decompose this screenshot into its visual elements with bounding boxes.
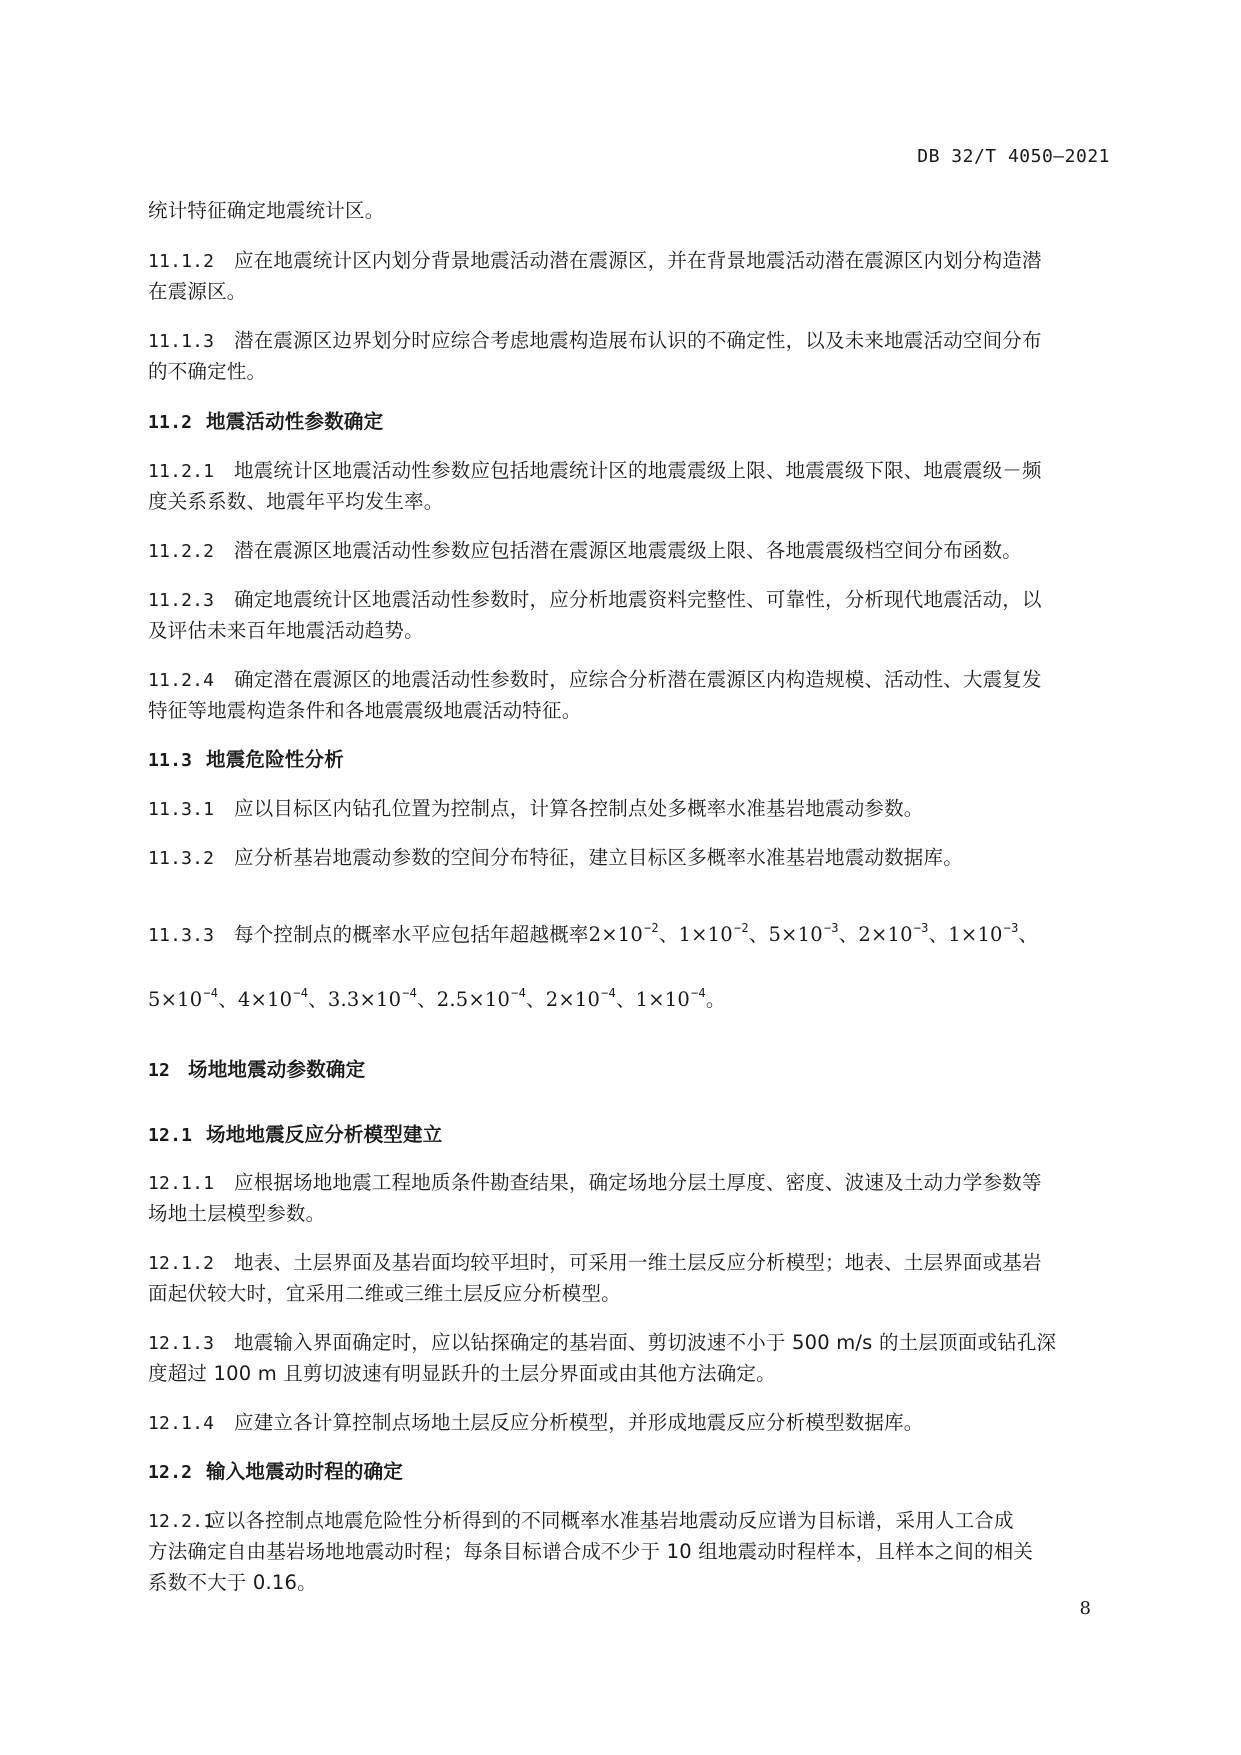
clause-11-3-2 — [148, 843, 1116, 874]
clause-number: 12.1.1 — [148, 1173, 215, 1194]
clause-11-2-3 — [148, 585, 1116, 616]
clause-11-1-2 — [148, 246, 1116, 277]
section-number: 12.2 — [148, 1462, 193, 1483]
list-separator: 。 — [705, 988, 726, 1011]
probability-exponent: −4 — [402, 986, 418, 1000]
clause-11-3-3 — [148, 913, 1116, 951]
clause-text: 地震统计区地震活动性参数应包括地震统计区的地震震级上限、地震震级下限、地震震级－频 — [234, 459, 1042, 482]
probability-value — [589, 923, 679, 946]
section-title: 地震活动性参数确定 — [206, 410, 384, 433]
section-number: 11.3 — [148, 750, 193, 771]
section-number: 11.2 — [148, 412, 193, 433]
probability-exponent: −4 — [203, 986, 219, 1000]
paragraph-line: 及评估未来百年地震活动趋势。 — [148, 619, 424, 642]
clause-number: 11.2.3 — [148, 590, 215, 611]
clause-text: 确定地震统计区地震活动性参数时，应分析地震资料完整性、可靠性，分析现代地震活动，以 — [234, 588, 1042, 611]
clause-text: 应以各控制点地震危险性分析得到的不同概率水准基岩地震动反应谱为目标谱，采用人工合成 — [206, 1509, 1014, 1532]
clause-text: 每个控制点的概率水平应包括年超越概率 — [234, 923, 589, 946]
clause-12-1-3 — [148, 1328, 1116, 1359]
probability-exponent: −4 — [511, 986, 527, 1000]
clause-number: 11.3.1 — [148, 799, 215, 820]
probability-value — [948, 923, 1038, 946]
clause-number: 11.1.2 — [148, 251, 215, 272]
clause-11-2-1 — [148, 456, 1116, 487]
clause-text: 应在地震统计区内划分背景地震活动潜在震源区，并在背景地震活动潜在震源区内划分构造潜 — [234, 249, 1042, 272]
probability-value — [546, 988, 636, 1011]
section-number: 12.1 — [148, 1125, 193, 1146]
probability-coefficient: 1×10 — [678, 923, 733, 946]
section-heading-11-3 — [148, 745, 1116, 776]
probability-exponent: −2 — [733, 921, 749, 935]
paragraph-line: 场地土层模型参数。 — [148, 1202, 326, 1225]
probability-list — [148, 988, 726, 1011]
section-title: 输入地震动时程的确定 — [206, 1460, 404, 1483]
clause-number: 11.2.4 — [148, 670, 215, 691]
clause-text: 确定潜在震源区的地震活动性参数时，应综合分析潜在震源区内构造规模、活动性、大震复发 — [234, 668, 1042, 691]
probability-value — [238, 988, 328, 1011]
list-separator: 、 — [218, 988, 238, 1011]
clause-12-2-1 — [148, 1506, 1116, 1537]
probability-value — [437, 988, 546, 1011]
probability-coefficient: 2.5×10 — [436, 988, 511, 1011]
paragraph-line: 的不确定性。 — [148, 360, 267, 383]
list-separator: 、 — [417, 988, 437, 1011]
clause-text: 应以目标区内钻孔位置为控制点，计算各控制点处多概率水准基岩地震动参数。 — [234, 797, 924, 820]
clause-12-1-2 — [148, 1248, 1116, 1279]
clause-number: 12.1.4 — [148, 1413, 215, 1434]
probability-coefficient: 5×10 — [148, 988, 203, 1011]
chapter-number: 12 — [148, 1060, 171, 1081]
list-separator: 、 — [748, 923, 769, 946]
clause-number: 11.3.2 — [148, 848, 215, 869]
clause-12-1-1 — [148, 1168, 1116, 1199]
clause-number: 11.2.1 — [148, 461, 215, 482]
probability-coefficient: 2×10 — [858, 923, 913, 946]
probability-coefficient: 4×10 — [237, 988, 293, 1011]
clause-text: 地表、土层界面及基岩面均较平坦时，可采用一维土层反应分析模型；地表、土层界面或基岩 — [234, 1251, 1042, 1274]
probability-list — [589, 923, 1039, 946]
probability-coefficient: 5×10 — [768, 923, 823, 946]
paragraph-line: 统计特征确定地震统计区。 — [148, 199, 385, 222]
document-code: DB 32/T 4050—2021 — [917, 146, 1110, 167]
section-heading-12-2 — [148, 1457, 1116, 1488]
section-heading-12-1 — [148, 1120, 1116, 1151]
page-number: 8 — [1079, 1598, 1091, 1619]
probability-list-line — [148, 978, 1116, 1015]
paragraph-line: 度超过 100 m 且剪切波速有明显跃升的土层分界面或由其他方法确定。 — [148, 1362, 776, 1385]
clause-text: 地震输入界面确定时，应以钻探确定的基岩面、剪切波速不小于 500 m/s 的土层顶面或钻孔深 — [234, 1331, 1057, 1354]
clause-text: 应分析基岩地震动参数的空间分布特征，建立目标区多概率水准基岩地震动数据库。 — [234, 846, 963, 869]
probability-exponent: −3 — [823, 921, 839, 935]
paragraph-line: 在震源区。 — [148, 280, 247, 303]
clause-number: 11.1.3 — [148, 331, 215, 352]
clause-number: 12.1.3 — [148, 1333, 215, 1354]
clause-number: 11.3.3 — [148, 925, 215, 946]
list-separator: 、 — [838, 923, 859, 946]
chapter-heading-12 — [148, 1055, 1116, 1086]
probability-value — [148, 988, 238, 1011]
probability-coefficient: 1×10 — [635, 988, 690, 1011]
list-separator: 、 — [928, 923, 949, 946]
clause-12-1-4 — [148, 1408, 1116, 1439]
clause-11-3-1 — [148, 794, 1116, 825]
list-separator: 、 — [1018, 923, 1039, 946]
probability-exponent: −4 — [601, 986, 616, 1000]
probability-exponent: −3 — [913, 921, 929, 935]
probability-value — [636, 988, 726, 1011]
probability-value — [328, 988, 437, 1011]
probability-coefficient: 2×10 — [588, 923, 643, 946]
list-separator: 、 — [526, 988, 546, 1011]
list-separator: 、 — [615, 988, 636, 1011]
paragraph-line: 特征等地震构造条件和各地震震级地震活动特征。 — [148, 699, 582, 722]
clause-number: 12.1.2 — [148, 1253, 215, 1274]
probability-exponent: −3 — [1003, 921, 1019, 935]
probability-value — [858, 923, 948, 946]
probability-coefficient: 1×10 — [948, 923, 1003, 946]
probability-coefficient: 2×10 — [545, 988, 601, 1011]
clause-text: 应建立各计算控制点场地土层反应分析模型，并形成地震反应分析模型数据库。 — [234, 1411, 924, 1434]
section-title: 地震危险性分析 — [206, 748, 344, 771]
probability-value — [768, 923, 858, 946]
clause-11-2-4 — [148, 665, 1116, 696]
probability-coefficient: 3.3×10 — [327, 988, 402, 1011]
probability-exponent: −4 — [293, 986, 309, 1000]
list-separator: 、 — [308, 988, 328, 1011]
paragraph-line: 方法确定自由基岩场地地震动时程；每条目标谱合成不少于 10 组地震动时程样本，且样本之间的相关 — [148, 1540, 1034, 1563]
paragraph-line: 系数不大于 0.16。 — [148, 1571, 317, 1594]
probability-value — [679, 923, 769, 946]
clause-number: 11.2.2 — [148, 541, 215, 562]
clause-number: 12.2.1 — [148, 1511, 215, 1532]
section-title: 场地地震反应分析模型建立 — [206, 1123, 443, 1146]
paragraph-line: 面起伏较大时，宜采用二维或三维土层反应分析模型。 — [148, 1282, 621, 1305]
probability-exponent: −2 — [643, 921, 659, 935]
paragraph-line: 度关系系数、地震年平均发生率。 — [148, 490, 444, 513]
clause-text: 应根据场地地震工程地质条件勘查结果，确定场地分层土厚度、密度、波速及土动力学参数等 — [234, 1171, 1042, 1194]
clause-11-1-3 — [148, 326, 1116, 357]
chapter-title: 场地地震动参数确定 — [188, 1058, 366, 1081]
clause-11-2-2 — [148, 536, 1116, 567]
list-separator: 、 — [658, 923, 679, 946]
clause-text: 潜在震源区地震活动性参数应包括潜在震源区地震震级上限、各地震震级档空间分布函数。 — [234, 539, 1023, 562]
probability-exponent: −4 — [691, 986, 706, 1000]
section-heading-11-2 — [148, 407, 1116, 438]
clause-text: 潜在震源区边界划分时应综合考虑地震构造展布认识的不确定性，以及未来地震活动空间分布 — [234, 329, 1042, 352]
